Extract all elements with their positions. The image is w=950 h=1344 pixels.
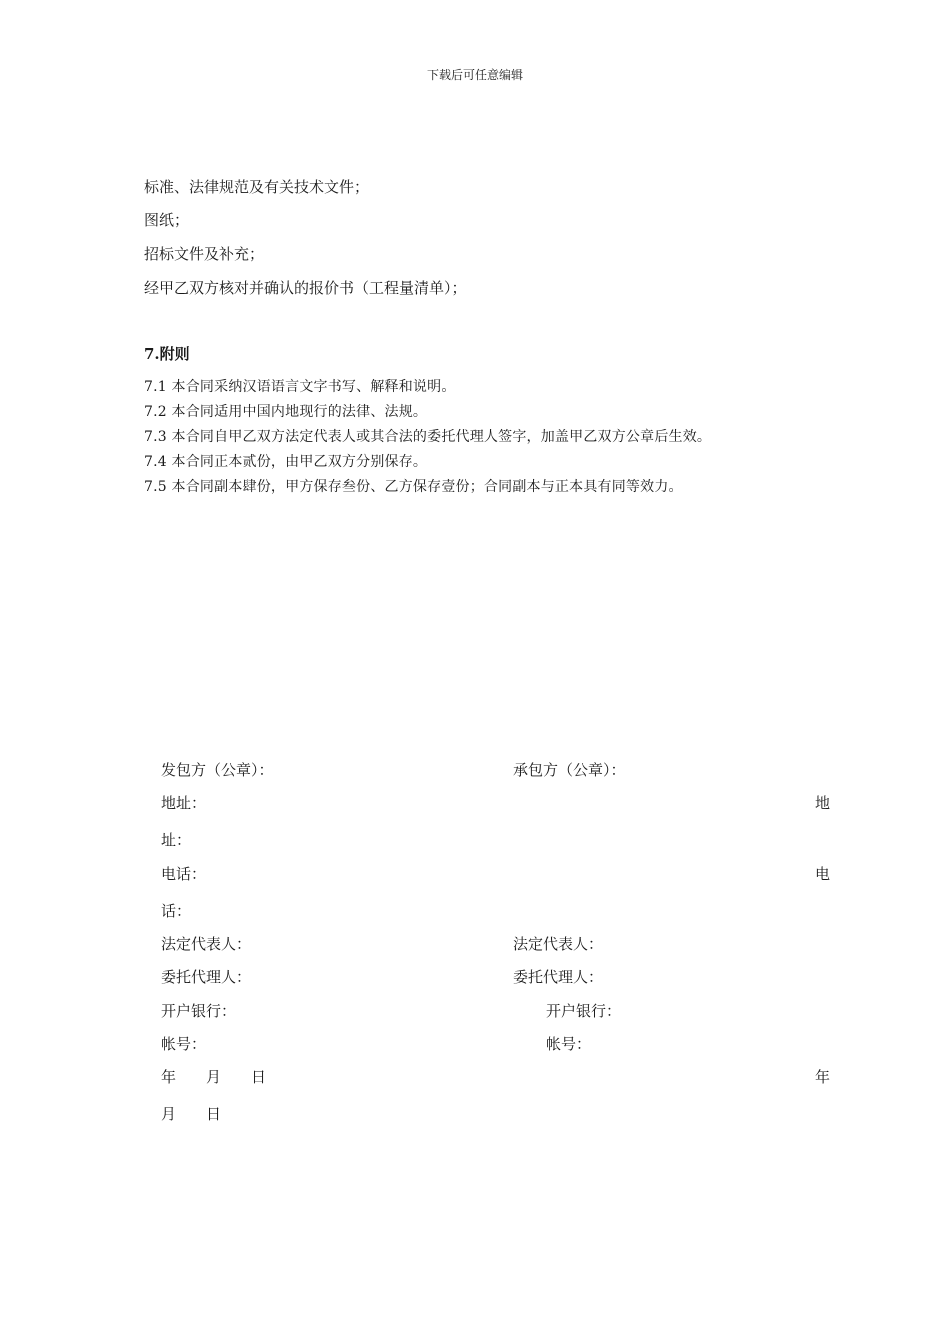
clause-7-3: 7.3 本合同自甲乙双方法定代表人或其合法的委托代理人签字，加盖甲乙双方公章后生效。 [144, 429, 712, 445]
party-a-date: 年 月 日 [161, 1068, 267, 1086]
clause-7-5: 7.5 本合同副本肆份，甲方保存叁份、乙方保存壹份；合同副本与正本具有同等效力。 [144, 479, 683, 495]
party-a-bank-label: 开户银行： [161, 1002, 237, 1020]
document-item-drawings: 图纸； [144, 211, 190, 229]
party-b-seal-label: 承包方（公章）： [513, 761, 626, 779]
party-b-bank-label: 开户银行： [546, 1002, 622, 1020]
document-item-tender: 招标文件及补充； [144, 245, 265, 263]
party-b-legal-rep-label: 法定代表人： [513, 935, 604, 953]
party-b-date-end: 月 日 [161, 1105, 222, 1123]
party-b-account-label: 帐号： [546, 1035, 592, 1053]
party-a-account-label: 帐号： [161, 1035, 207, 1053]
clause-7-1: 7.1 本合同采纳汉语语言文字书写、解释和说明。 [144, 379, 456, 395]
party-a-seal-label: 发包方（公章）： [161, 761, 274, 779]
document-item-quotation: 经甲乙双方核对并确认的报价书（工程量清单）； [144, 279, 467, 297]
party-b-agent-label: 委托代理人： [513, 968, 604, 986]
party-b-phone-label-start: 电 [815, 865, 831, 883]
party-b-phone-label-end: 话： [161, 902, 192, 920]
party-b-date-start: 年 [815, 1068, 831, 1086]
party-a-agent-label: 委托代理人： [161, 968, 252, 986]
party-a-phone-label: 电话： [161, 865, 207, 883]
clause-7-4: 7.4 本合同正本贰份，由甲乙双方分别保存。 [144, 454, 428, 470]
section-title: 7.附则 [144, 345, 190, 363]
party-a-legal-rep-label: 法定代表人： [161, 935, 252, 953]
party-b-address-label-end: 址： [161, 831, 192, 849]
clause-7-2: 7.2 本合同适用中国内地现行的法律、法规。 [144, 404, 428, 420]
page-header: 下载后可任意编辑 [426, 68, 523, 82]
document-item-standards: 标准、法律规范及有关技术文件； [144, 178, 370, 196]
party-b-address-label-start: 地 [815, 794, 831, 812]
party-a-address-label: 地址： [161, 794, 207, 812]
